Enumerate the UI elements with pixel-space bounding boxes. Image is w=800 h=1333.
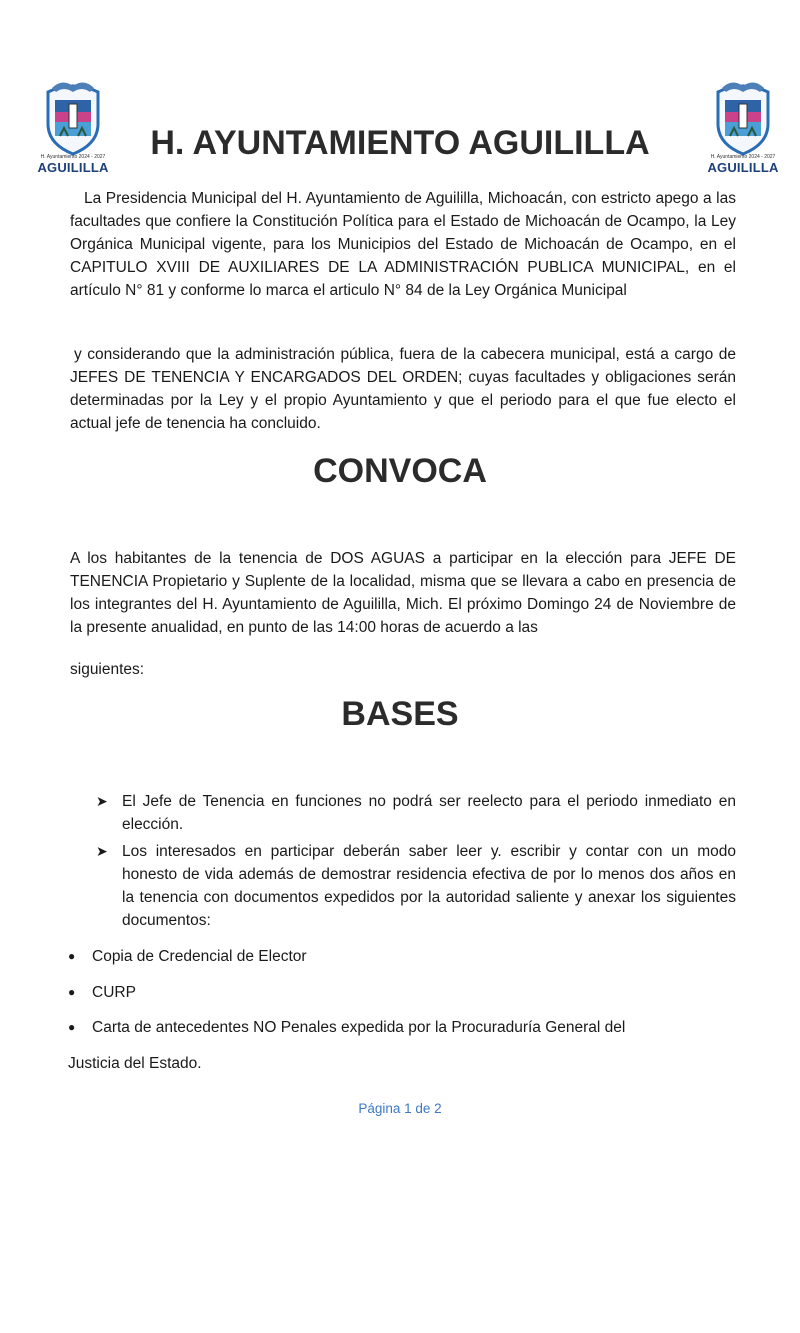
coat-of-arms-icon	[42, 78, 104, 156]
bases-list	[96, 790, 736, 936]
document-text: Carta de antecedentes NO Penales expedida por la Procuraduría General del	[92, 1019, 626, 1036]
convocatoria-paragraph: A los habitantes de la tenencia de DOS AGUAS a participar en la elección para JEFE DE TENENCIA Propietario y Suplente de la localidad, misma que se llevara a cabo en presencia de los integrantes del H. Ayuntamiento de Aguililla, Mich. El próximo Domingo 24 de Noviembre de la presente anualidad, en punto de las 14:00 horas de acuerdo a las	[70, 550, 736, 636]
coat-of-arms-icon	[712, 78, 774, 156]
document-item	[68, 945, 748, 968]
logo-period-text: H. Ayuntamiento 2024 - 2027	[710, 154, 776, 160]
arrow-bullet-icon: ➤	[96, 793, 108, 809]
document-text: CURP	[92, 984, 136, 1001]
bullet-icon: ●	[68, 949, 76, 963]
siguientes-text: siguientes:	[70, 661, 145, 678]
base-text: El Jefe de Tenencia en funciones no podrá ser reelecto para el periodo inmediato en elección.	[122, 793, 736, 833]
list-item	[96, 790, 736, 836]
document-item	[68, 981, 748, 1004]
base-text: Los interesados en participar deberán saber leer y. escribir y contar con un modo honesto de vida además de demostrar residencia efectiva de por lo menos dos años en la tenencia con documentos expedidos por la autoridad saliente y anexar los siguientes documentos:	[122, 843, 736, 929]
considerando-paragraph: y considerando que la administración pública, fuera de la cabecera municipal, está a cargo de JEFES DE TENENCIA Y ENCARGADOS DEL ORDEN; cuyas facultades y obligaciones serán determinadas por la Ley y el propio Ayuntamiento y que el periodo para el que fue electo el actual jefe de tenencia ha concluido.	[70, 346, 736, 432]
arrow-bullet-icon: ➤	[96, 843, 108, 859]
logo-name-text: AGUILILLA	[707, 160, 779, 175]
logo-period-text: H. Ayuntamiento 2024 - 2027	[40, 154, 106, 160]
document-text: Copia de Credencial de Elector	[92, 948, 307, 965]
document-continuation: Justicia del Estado.	[68, 1055, 202, 1072]
bases-heading: BASES	[341, 695, 459, 733]
page-number: Página 1 de 2	[358, 1101, 442, 1116]
convoca-heading: CONVOCA	[313, 452, 487, 490]
document-item	[68, 1016, 748, 1039]
intro-paragraph: La Presidencia Municipal del H. Ayuntamiento de Aguililla, Michoacán, con estricto apego a las facultades que confiere la Constitución Política para el Estado de Michoacán de Ocampo, la Ley Orgánica Municipal vigente, para los Municipios del Estado de Michoacán de Ocampo, en el CAPITULO XVIII DE AUXILIARES DE LA ADMINISTRACIÓN PUBLICA MUNICIPAL, en el artículo N° 81 y conforme lo marca el articulo N° 84 de la Ley Orgánica Municipal	[70, 190, 736, 299]
municipal-logo-left	[32, 78, 114, 184]
list-item	[96, 840, 736, 932]
municipal-logo-right	[702, 78, 784, 184]
bullet-icon: ●	[68, 1020, 76, 1034]
logo-name-text: AGUILILLA	[37, 160, 109, 175]
page-title: H. AYUNTAMIENTO AGUILILLA	[150, 124, 650, 162]
bullet-icon: ●	[68, 985, 76, 999]
